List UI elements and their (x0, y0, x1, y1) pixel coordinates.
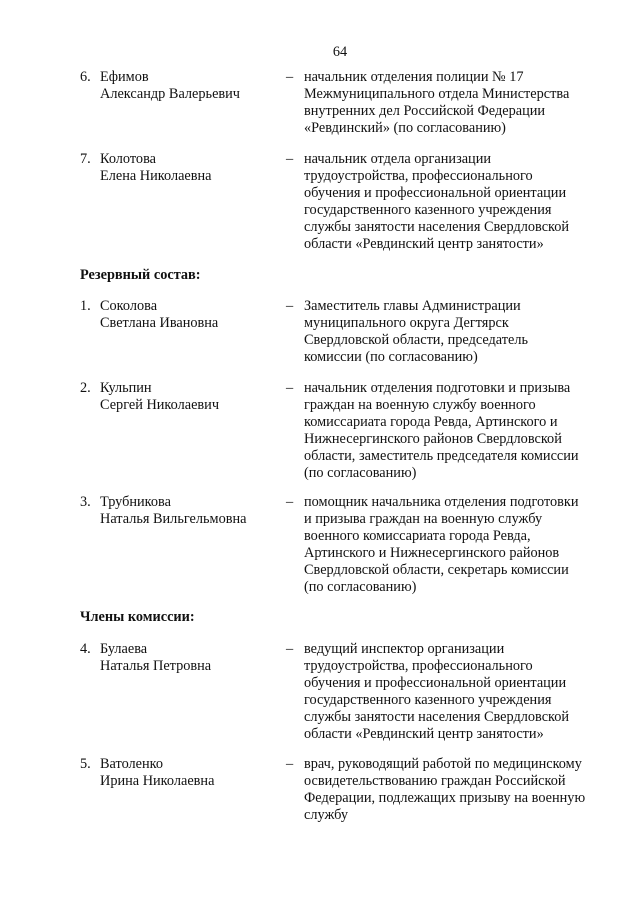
position-line: ведущий инспектор организации (304, 641, 505, 657)
member-name (100, 298, 285, 332)
position-line: службу (304, 807, 349, 823)
position-line: Артинского и Нижнесергинского районов (304, 545, 560, 561)
position-line: государственного казенного учреждения (304, 202, 552, 218)
position-line: (по согласованию) (304, 465, 417, 481)
position-line: муниципального округа Дегтярск (304, 315, 509, 331)
page-number: 64 (332, 44, 348, 60)
member-name (100, 756, 285, 790)
position-line: обучения и профессиональной ориентации (304, 185, 567, 201)
entry-number: 4. (80, 641, 91, 657)
member-surname: Ватоленко (100, 756, 164, 772)
position-line: государственного казенного учреждения (304, 692, 552, 708)
position-line: Свердловской области, председатель (304, 332, 529, 348)
position-line: Свердловской области, секретарь комиссии (304, 562, 569, 578)
position-line: области «Ревдинский центр занятости» (304, 726, 544, 742)
position-line: Заместитель главы Администрации (304, 298, 521, 314)
position-line: области «Ревдинский центр занятости» (304, 236, 544, 252)
member-name (100, 380, 285, 414)
member-position (304, 756, 610, 824)
position-line: области, заместитель председателя комиссии (304, 448, 579, 464)
position-line: комиссариата города Ревда, Артинского и (304, 414, 558, 430)
entry-number: 2. (80, 380, 91, 396)
entry-number: 5. (80, 756, 91, 772)
position-line: начальник отдела организации (304, 151, 492, 167)
member-given-names: Сергей Николаевич (100, 397, 220, 413)
reserve-section-heading: Резервный состав: (80, 267, 201, 283)
entry-dash: – (286, 641, 294, 657)
member-name (100, 69, 285, 103)
position-line: (по согласованию) (304, 579, 417, 595)
member-given-names: Александр Валерьевич (100, 86, 241, 102)
position-line: граждан на военную службу военного (304, 397, 536, 413)
position-line: освидетельствованию граждан Российской (304, 773, 566, 789)
member-name (100, 494, 285, 528)
position-line: Федерации, подлежащих призыву на военную (304, 790, 586, 806)
member-position (304, 151, 610, 253)
position-line: обучения и профессиональной ориентации (304, 675, 567, 691)
position-line: комиссии (по согласованию) (304, 349, 478, 365)
entry-number: 3. (80, 494, 91, 510)
member-given-names: Светлана Ивановна (100, 315, 219, 331)
position-line: врач, руководящий работой по медицинскому (304, 756, 582, 772)
position-line: начальник отделения полиции № 17 (304, 69, 524, 85)
position-line: военного комиссариата города Ревда, (304, 528, 531, 544)
position-line: внутренних дел Российской Федерации (304, 103, 546, 119)
position-line: «Ревдинский» (по согласованию) (304, 120, 506, 136)
position-line: службы занятости населения Свердловской (304, 709, 570, 725)
member-surname: Соколова (100, 298, 158, 314)
member-name (100, 151, 285, 185)
position-line: трудоустройства, профессионального (304, 168, 533, 184)
member-position (304, 380, 610, 482)
member-surname: Колотова (100, 151, 156, 167)
member-position (304, 641, 610, 743)
member-given-names: Наталья Петровна (100, 658, 212, 674)
members-section-heading: Члены комиссии: (80, 609, 195, 625)
member-given-names: Ирина Николаевна (100, 773, 215, 789)
position-line: службы занятости населения Свердловской (304, 219, 570, 235)
entry-dash: – (286, 298, 294, 314)
member-given-names: Елена Николаевна (100, 168, 212, 184)
member-name (100, 641, 285, 675)
position-line: Межмуниципального отдела Министерства (304, 86, 570, 102)
member-given-names: Наталья Вильгельмовна (100, 511, 247, 527)
entry-number: 1. (80, 298, 91, 314)
member-position (304, 494, 610, 596)
member-surname: Кульпин (100, 380, 152, 396)
member-position (304, 69, 610, 137)
member-surname: Булаева (100, 641, 148, 657)
position-line: трудоустройства, профессионального (304, 658, 533, 674)
entry-dash: – (286, 756, 294, 772)
position-line: помощник начальника отделения подготовки (304, 494, 579, 510)
entry-dash: – (286, 380, 294, 396)
entry-dash: – (286, 151, 294, 167)
position-line: Нижнесергинского районов Свердловской (304, 431, 562, 447)
member-surname: Ефимов (100, 69, 149, 85)
entry-number: 7. (80, 151, 91, 167)
position-line: и призыва граждан на военную службу (304, 511, 543, 527)
entry-number: 6. (80, 69, 91, 85)
member-position (304, 298, 610, 366)
entry-dash: – (286, 69, 294, 85)
position-line: начальник отделения подготовки и призыва (304, 380, 571, 396)
entry-dash: – (286, 494, 294, 510)
member-surname: Трубникова (100, 494, 171, 510)
